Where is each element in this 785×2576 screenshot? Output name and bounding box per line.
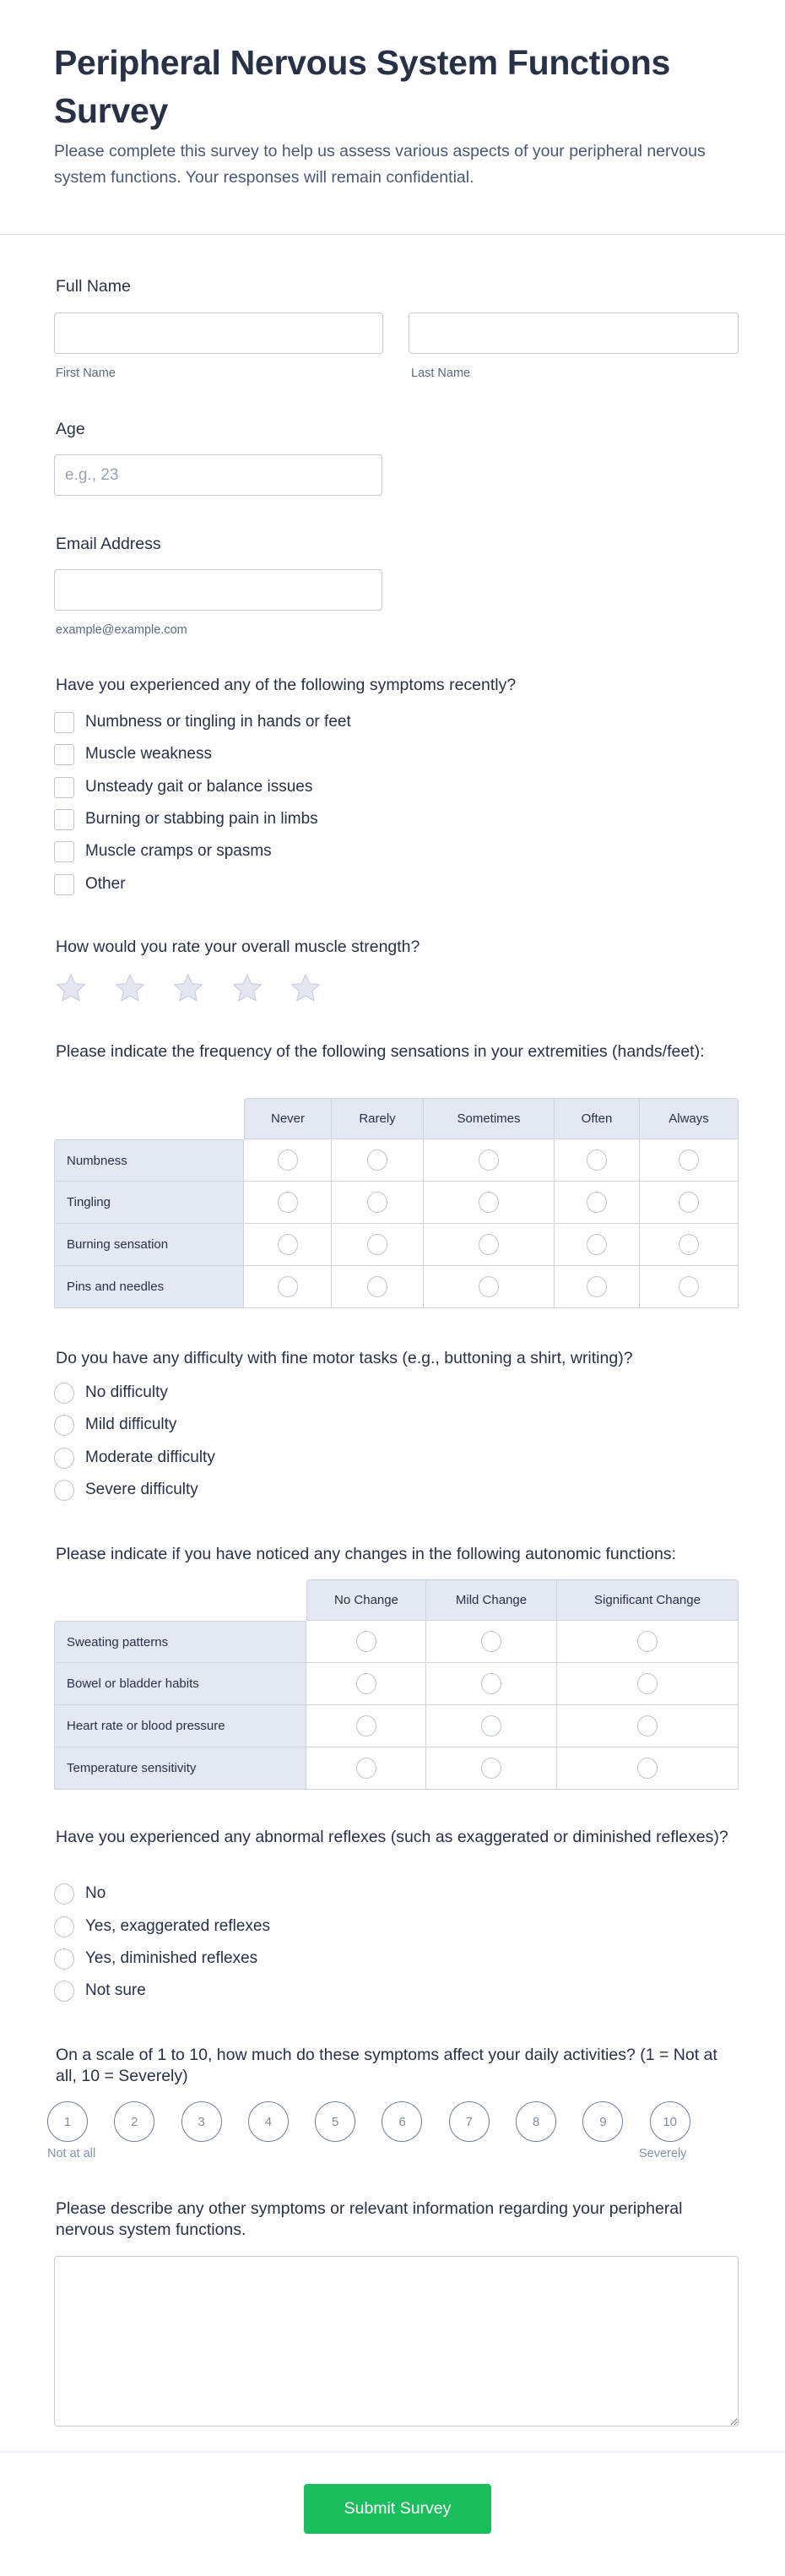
symptoms-question: Have you experienced any of the following symptoms recently? [56, 676, 517, 694]
matrix-cell [306, 1705, 426, 1747]
matrix-radio[interactable] [587, 1192, 607, 1213]
checkbox[interactable] [54, 712, 74, 733]
matrix-row-label: Temperature sensitivity [54, 1747, 306, 1790]
star-icon[interactable] [171, 971, 205, 1005]
age-input[interactable] [54, 454, 382, 496]
matrix-column-header: Mild Change [426, 1579, 557, 1621]
autonomic-matrix [54, 1579, 739, 1790]
matrix-row [54, 1224, 739, 1266]
matrix-radio[interactable] [637, 1673, 658, 1694]
matrix-cell [424, 1266, 555, 1308]
fine-motor-option-label: No difficulty [85, 1383, 168, 1401]
submit-survey-button[interactable]: Submit Survey [304, 2484, 491, 2534]
matrix-cell [306, 1747, 426, 1790]
matrix-radio[interactable] [356, 1758, 376, 1779]
matrix-radio[interactable] [278, 1192, 298, 1213]
matrix-cell [244, 1266, 332, 1308]
scale-option[interactable]: 8 [516, 2101, 556, 2142]
matrix-radio[interactable] [479, 1192, 499, 1213]
other-info-textarea[interactable] [54, 2256, 739, 2427]
matrix-radio[interactable] [367, 1234, 387, 1255]
matrix-column-header: Never [244, 1098, 332, 1139]
matrix-radio[interactable] [481, 1715, 501, 1736]
strength-question: How would you rate your overall muscle strength? [56, 937, 420, 956]
email-sublabel: example@example.com [56, 623, 187, 637]
matrix-radio[interactable] [278, 1234, 298, 1255]
matrix-cell [244, 1182, 332, 1224]
reflex-option-label: Not sure [85, 1981, 146, 1999]
matrix-corner [54, 1579, 306, 1621]
matrix-cell [426, 1747, 557, 1790]
fine-motor-option-label: Moderate difficulty [85, 1448, 215, 1466]
matrix-radio[interactable] [679, 1149, 699, 1171]
matrix-cell [640, 1139, 739, 1182]
matrix-column-header: Significant Change [557, 1579, 739, 1621]
matrix-column-header: No Change [306, 1579, 426, 1621]
radio-button[interactable] [54, 1948, 74, 1970]
symptom-option-label: Unsteady gait or balance issues [85, 778, 313, 796]
scale-option[interactable]: 5 [315, 2101, 355, 2142]
symptom-option-label: Other [85, 875, 126, 893]
symptom-option[interactable] [54, 709, 351, 735]
matrix-cell [332, 1182, 424, 1224]
reflex-option-label: Yes, diminished reflexes [85, 1949, 258, 1967]
full-name-label: Full Name [56, 277, 131, 296]
autonomic-question: Please indicate if you have noticed any changes in the following autonomic functions: [56, 1545, 676, 1563]
symptom-option[interactable] [54, 742, 212, 767]
radio-button[interactable] [54, 1981, 74, 2002]
scale-option[interactable]: 7 [449, 2101, 490, 2142]
symptom-option-label: Muscle cramps or spasms [85, 842, 272, 860]
matrix-radio[interactable] [679, 1234, 699, 1255]
matrix-cell [640, 1266, 739, 1308]
matrix-cell [306, 1663, 426, 1705]
matrix-row [54, 1747, 739, 1790]
matrix-row [54, 1705, 739, 1747]
radio-button[interactable] [54, 1883, 74, 1905]
matrix-radio[interactable] [367, 1276, 387, 1297]
symptom-option-label: Muscle weakness [85, 745, 212, 763]
matrix-cell [332, 1139, 424, 1182]
scale-option[interactable]: 1 [47, 2101, 88, 2142]
matrix-radio[interactable] [637, 1758, 658, 1779]
matrix-radio[interactable] [481, 1673, 501, 1694]
fine-motor-option[interactable] [54, 1477, 198, 1503]
footer-divider [0, 2451, 785, 2453]
matrix-cell [332, 1224, 424, 1266]
impact-scale [47, 2101, 717, 2142]
symptom-option[interactable] [54, 872, 126, 897]
matrix-radio[interactable] [587, 1234, 607, 1255]
star-icon[interactable] [54, 971, 88, 1005]
matrix-cell [424, 1182, 555, 1224]
radio-button[interactable] [54, 1448, 74, 1469]
checkbox[interactable] [54, 841, 74, 862]
matrix-radio[interactable] [637, 1631, 658, 1652]
reflex-option-label: Yes, exaggerated reflexes [85, 1917, 271, 1935]
matrix-cell [557, 1705, 739, 1747]
matrix-radio[interactable] [587, 1149, 607, 1171]
matrix-cell [555, 1266, 640, 1308]
impact-question: On a scale of 1 to 10, how much do these symptoms affect your daily activities? (1 = Not at all, 10 = Severely) [56, 2046, 717, 2085]
radio-button[interactable] [54, 1415, 74, 1436]
matrix-radio[interactable] [367, 1149, 387, 1171]
scale-option[interactable]: 4 [248, 2101, 289, 2142]
scale-option[interactable]: 3 [181, 2101, 222, 2142]
reflexes-question: Have you experienced any abnormal reflexes (such as exaggerated or diminished reflexes)? [56, 1828, 728, 1846]
matrix-row-label: Heart rate or blood pressure [54, 1705, 306, 1747]
scale-min-label: Not at all [47, 2147, 96, 2160]
scale-option[interactable]: 6 [382, 2101, 422, 2142]
matrix-radio[interactable] [367, 1192, 387, 1213]
matrix-cell [557, 1621, 739, 1663]
matrix-radio[interactable] [679, 1192, 699, 1213]
checkbox[interactable] [54, 777, 74, 798]
fine-motor-option-label: Severe difficulty [85, 1481, 198, 1498]
email-label: Email Address [56, 535, 161, 553]
matrix-cell [555, 1139, 640, 1182]
symptom-option-label: Burning or stabbing pain in limbs [85, 810, 318, 828]
symptom-option[interactable] [54, 807, 318, 832]
matrix-row-label: Burning sensation [54, 1224, 244, 1266]
matrix-radio[interactable] [278, 1149, 298, 1171]
matrix-cell [555, 1224, 640, 1266]
email-input[interactable] [54, 569, 382, 611]
matrix-column-header: Always [640, 1098, 739, 1139]
matrix-cell [424, 1139, 555, 1182]
matrix-row [54, 1621, 739, 1663]
matrix-cell [557, 1747, 739, 1790]
matrix-radio[interactable] [278, 1276, 298, 1297]
matrix-radio[interactable] [637, 1715, 658, 1736]
star-icon[interactable] [113, 971, 147, 1005]
checkbox[interactable] [54, 744, 74, 765]
reflex-option[interactable] [54, 1914, 270, 1939]
sensations-matrix [54, 1098, 739, 1308]
matrix-column-header: Often [555, 1098, 640, 1139]
first-name-sublabel: First Name [56, 367, 116, 380]
scale-option[interactable]: 2 [114, 2101, 154, 2142]
fine-motor-option[interactable] [54, 1445, 215, 1470]
matrix-cell [640, 1182, 739, 1224]
star-icon[interactable] [230, 971, 264, 1005]
matrix-radio[interactable] [356, 1631, 376, 1652]
scale-max-label: Severely [639, 2147, 687, 2160]
matrix-cell [306, 1621, 426, 1663]
matrix-row-label: Sweating patterns [54, 1621, 306, 1663]
matrix-radio[interactable] [356, 1715, 376, 1736]
matrix-radio[interactable] [679, 1276, 699, 1297]
symptom-option[interactable] [54, 774, 312, 800]
matrix-row [54, 1182, 739, 1224]
radio-button[interactable] [54, 1916, 74, 1937]
matrix-cell [557, 1663, 739, 1705]
checkbox[interactable] [54, 809, 74, 830]
matrix-row-label: Pins and needles [54, 1266, 244, 1308]
age-label: Age [56, 420, 85, 438]
scale-option[interactable]: 9 [582, 2101, 623, 2142]
reflex-option[interactable] [54, 1946, 257, 1971]
page-subtitle: Please complete this survey to help us assess various aspects of your peripheral nervous system functions. Your responses will remain confidential. [54, 142, 706, 187]
symptom-option[interactable] [54, 839, 272, 864]
last-name-input[interactable] [409, 312, 739, 354]
matrix-radio[interactable] [481, 1758, 501, 1779]
matrix-row-label: Tingling [54, 1182, 244, 1224]
fine-motor-option[interactable] [54, 1412, 176, 1437]
symptom-option-label: Numbness or tingling in hands or feet [85, 713, 351, 731]
matrix-radio[interactable] [479, 1149, 499, 1171]
matrix-row [54, 1139, 739, 1182]
star-rating [54, 971, 348, 1005]
matrix-cell [426, 1621, 557, 1663]
matrix-radio[interactable] [587, 1276, 607, 1297]
star-icon[interactable] [289, 971, 322, 1005]
matrix-column-header: Rarely [332, 1098, 424, 1139]
reflex-option[interactable] [54, 1881, 106, 1906]
matrix-cell [244, 1139, 332, 1182]
matrix-radio[interactable] [479, 1276, 499, 1297]
matrix-corner [54, 1098, 244, 1139]
matrix-radio[interactable] [479, 1234, 499, 1255]
matrix-cell [426, 1705, 557, 1747]
reflex-option[interactable] [54, 1978, 146, 2003]
matrix-cell [640, 1224, 739, 1266]
matrix-radio[interactable] [481, 1631, 501, 1652]
survey-header [0, 0, 785, 235]
matrix-cell [426, 1663, 557, 1705]
other-info-question: Please describe any other symptoms or relevant information regarding your peripheral nervous system functions. [56, 2199, 683, 2239]
scale-option[interactable]: 10 [650, 2101, 690, 2142]
fine-motor-option[interactable] [54, 1380, 168, 1405]
matrix-cell [424, 1224, 555, 1266]
fine-motor-question: Do you have any difficulty with fine motor tasks (e.g., buttoning a shirt, writing)? [56, 1349, 633, 1367]
page-title: Peripheral Nervous System Functions Survey [54, 43, 671, 130]
sensations-question: Please indicate the frequency of the following sensations in your extremities (hands/feet): [56, 1042, 705, 1061]
matrix-row-label: Bowel or bladder habits [54, 1663, 306, 1705]
matrix-cell [244, 1224, 332, 1266]
first-name-input[interactable] [54, 312, 383, 354]
fine-motor-option-label: Mild difficulty [85, 1416, 177, 1433]
matrix-column-header: Sometimes [424, 1098, 555, 1139]
radio-button[interactable] [54, 1383, 74, 1404]
radio-button[interactable] [54, 1480, 74, 1501]
matrix-row [54, 1663, 739, 1705]
matrix-cell [332, 1266, 424, 1308]
matrix-row-label: Numbness [54, 1139, 244, 1182]
checkbox[interactable] [54, 874, 74, 895]
matrix-row [54, 1266, 739, 1308]
reflex-option-label: No [85, 1884, 106, 1902]
last-name-sublabel: Last Name [411, 367, 471, 380]
matrix-radio[interactable] [356, 1673, 376, 1694]
matrix-cell [555, 1182, 640, 1224]
